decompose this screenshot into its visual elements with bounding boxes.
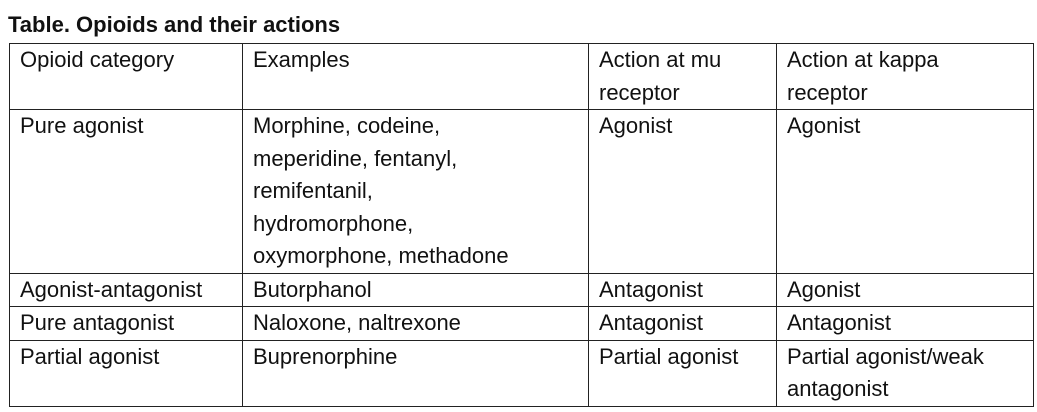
cell-line: Antagonist [599, 276, 703, 302]
cell-line: Morphine, codeine, [253, 113, 441, 138]
cell-mu-action [589, 307, 777, 341]
table-row [10, 307, 1034, 341]
cell-line: Naloxone, naltrexone [253, 310, 461, 335]
table-title: Table. Opioids and their actions [8, 12, 341, 37]
cell-line: Partial agonist [599, 343, 739, 369]
cell-line: Antagonist [787, 310, 891, 335]
cell-examples [243, 340, 589, 406]
cell-line: Examples [253, 47, 350, 72]
opioids-table [9, 43, 1034, 407]
cell-mu-action [589, 110, 777, 274]
cell-category [10, 340, 243, 406]
cell-line: oxymorphone, methadone [253, 243, 509, 268]
cell-line: Agonist-antagonist [20, 276, 203, 302]
cell-examples [243, 273, 589, 307]
table-row [10, 340, 1034, 406]
cell-line: hydromorphone, [253, 210, 414, 236]
cell-line: antagonist [787, 376, 889, 401]
table-header-row [10, 44, 1034, 110]
cell-line: Butorphanol [253, 276, 372, 302]
table-row [10, 110, 1034, 274]
cell-examples [243, 110, 589, 274]
cell-line: Agonist [787, 276, 861, 302]
cell-line: remifentanil, [253, 178, 373, 203]
cell-examples [243, 307, 589, 341]
cell-mu-action [589, 273, 777, 307]
cell-line: Action at kappa [787, 47, 939, 72]
cell-mu-action [589, 340, 777, 406]
cell-line: Partial agonist [20, 343, 160, 369]
cell-kappa-action [777, 340, 1034, 406]
cell-line: Action at mu [599, 47, 722, 72]
cell-line: Agonist [787, 113, 861, 138]
cell-line: Agonist [599, 113, 673, 138]
cell-line: Antagonist [599, 310, 703, 335]
cell-line: Pure antagonist [20, 310, 175, 335]
cell-line: Partial agonist/weak [787, 343, 984, 369]
cell-line: Buprenorphine [253, 343, 398, 369]
cell-category [10, 307, 243, 341]
cell-line: meperidine, fentanyl, [253, 145, 458, 171]
cell-kappa-action [777, 110, 1034, 274]
header-opioid-category [10, 44, 243, 110]
cell-kappa-action [777, 273, 1034, 307]
table-row [10, 273, 1034, 307]
cell-kappa-action [777, 307, 1034, 341]
cell-line: Opioid category [20, 47, 175, 72]
header-action-kappa [777, 44, 1034, 110]
cell-category [10, 273, 243, 307]
cell-line: receptor [787, 79, 868, 105]
cell-category [10, 110, 243, 274]
cell-line: receptor [599, 79, 680, 105]
header-examples [243, 44, 589, 110]
header-action-mu [589, 44, 777, 110]
cell-line: Pure agonist [20, 113, 144, 138]
